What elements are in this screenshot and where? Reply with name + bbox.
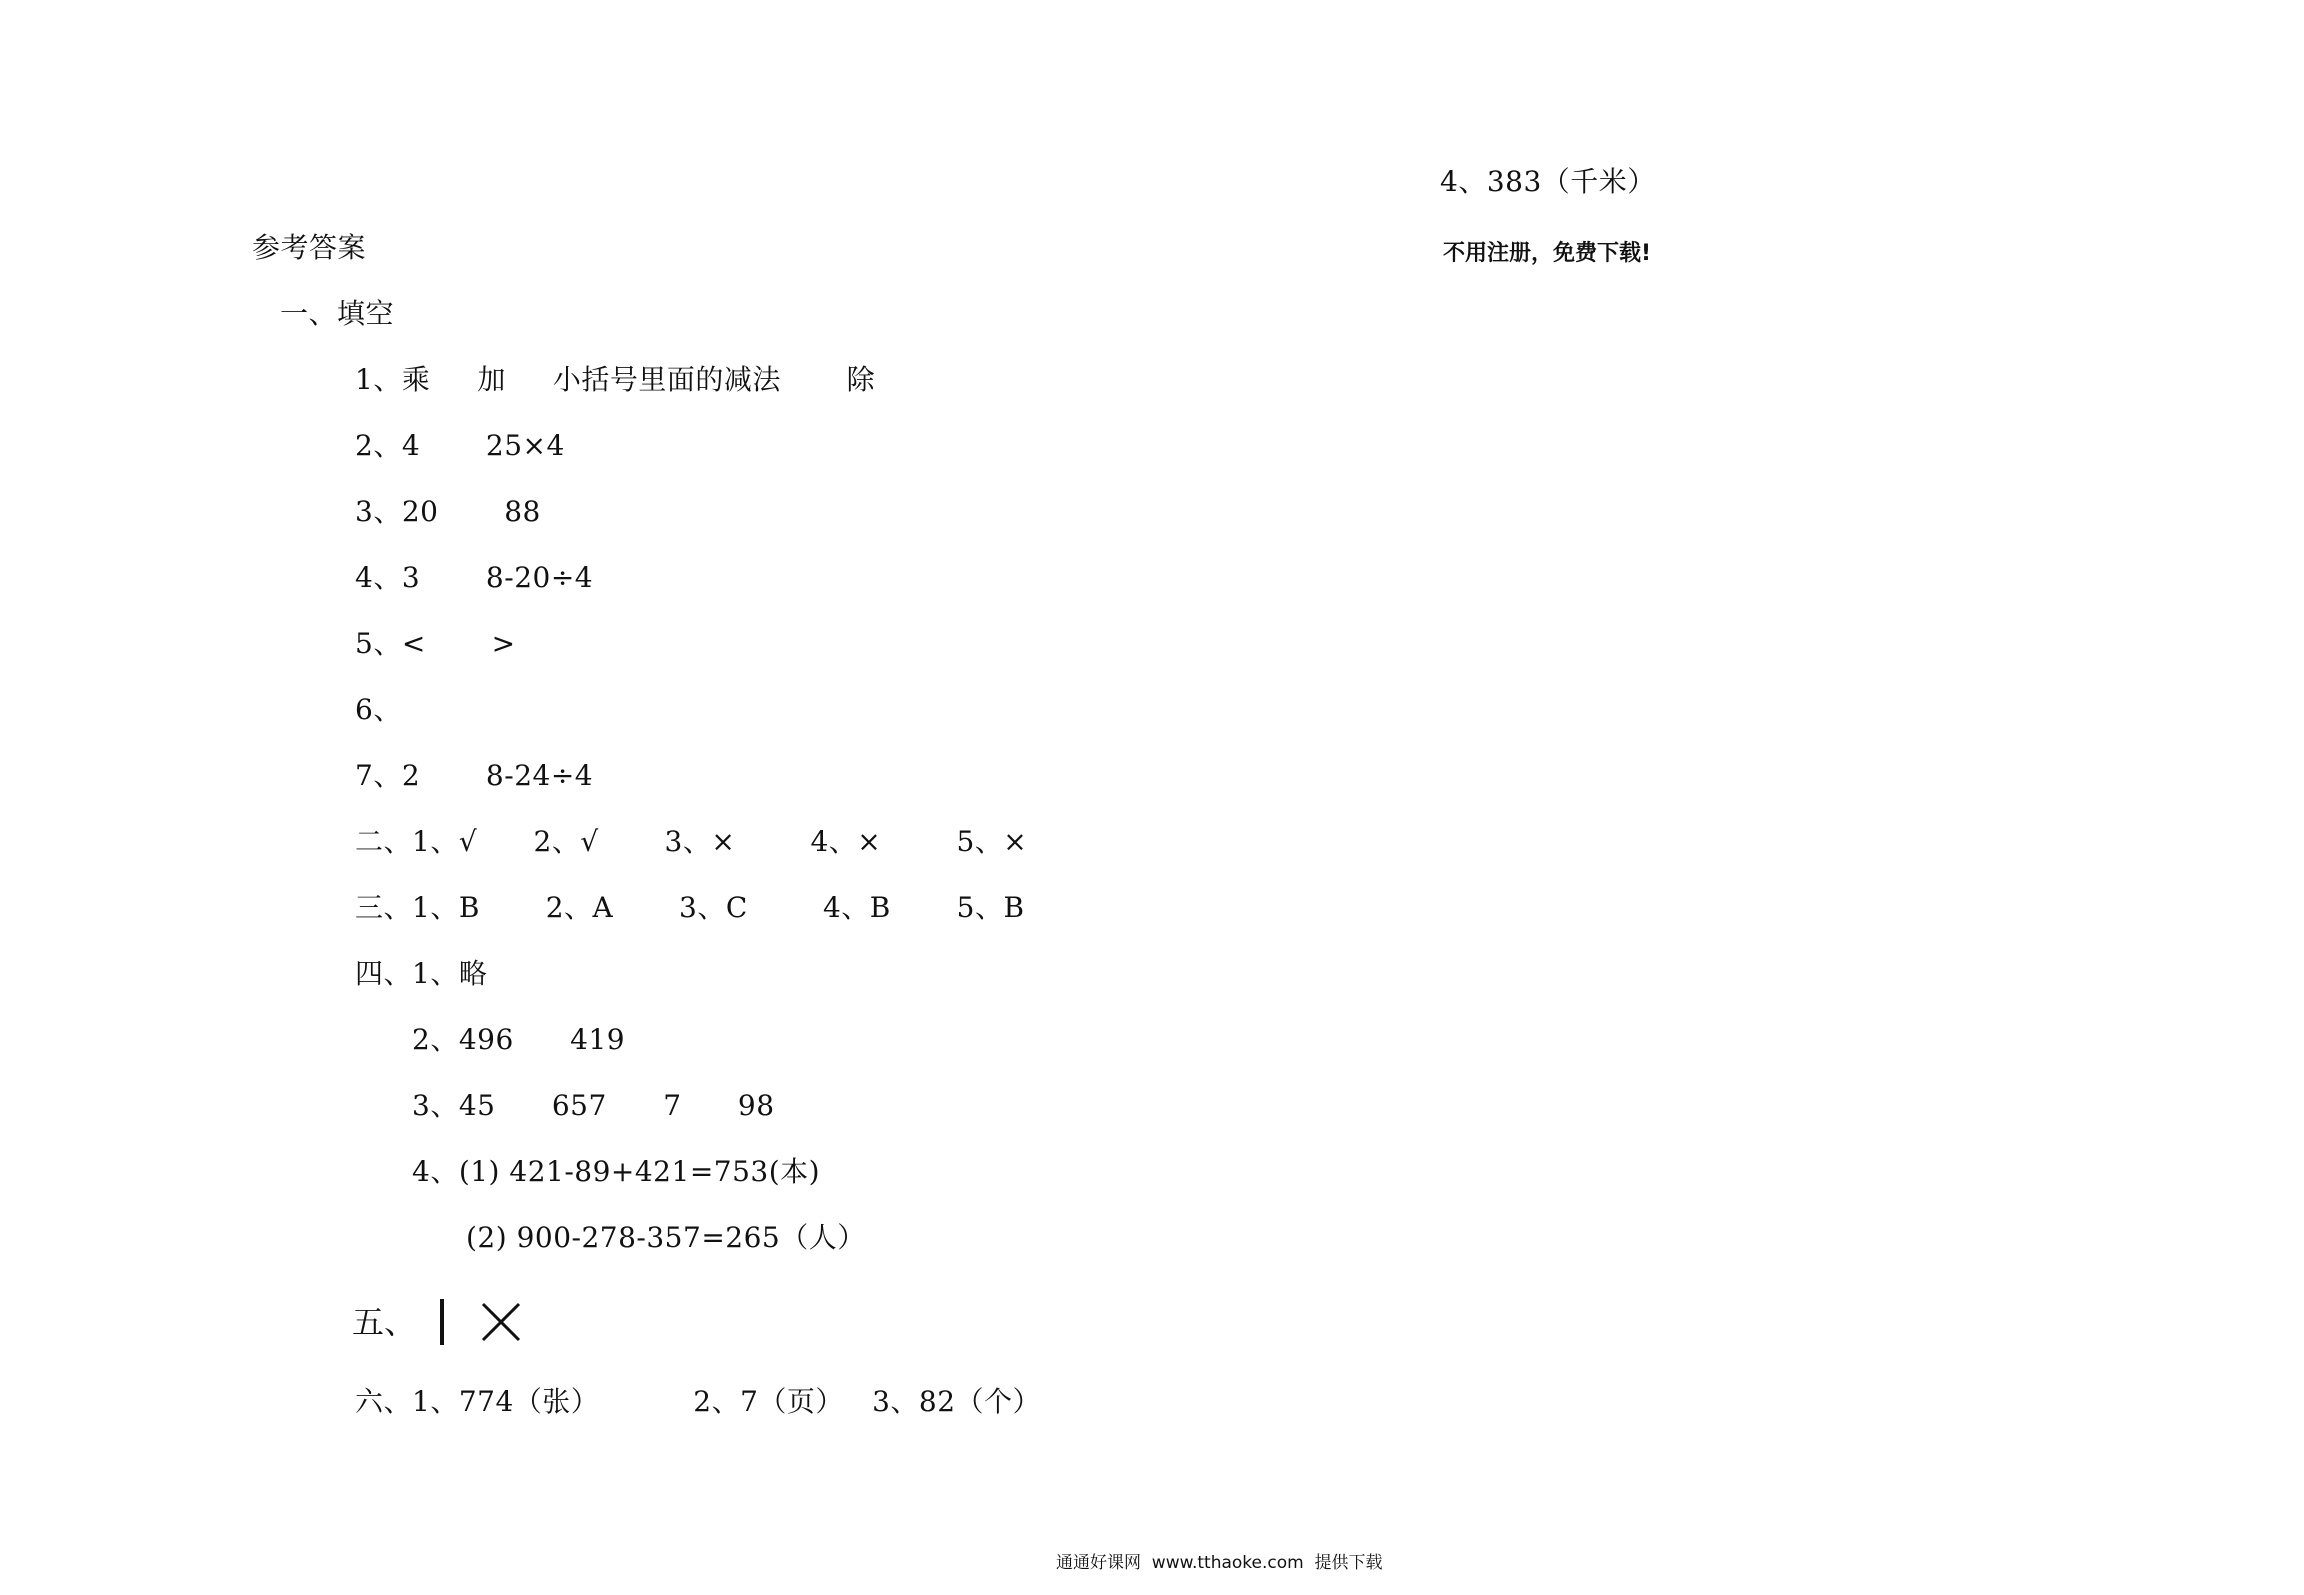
- section-5-row: [352, 1292, 522, 1352]
- section-4-item-4-1: 4、(1) 421-89+421=753(本): [412, 1155, 821, 1188]
- section-1-item-7: 7、2 8-24÷4: [355, 759, 594, 792]
- page-title: 参考答案: [252, 231, 367, 264]
- section-1-item-5: 5、< >: [355, 627, 516, 660]
- section-1-item-1: 1、乘 加 小括号里面的减法 除: [355, 363, 876, 396]
- section-4-item-3: 3、45 657 7 98: [412, 1089, 775, 1122]
- section-1-item-3: 3、20 88: [355, 495, 541, 528]
- section-4-item-2: 2、496 419: [412, 1023, 626, 1056]
- section-2-answers: 二、1、√ 2、√ 3、× 4、× 5、×: [355, 825, 1028, 858]
- right-answer-4: 4、383（千米）: [1440, 165, 1656, 198]
- section-1-heading: 一、填空: [280, 297, 395, 330]
- section-1-item-4: 4、3 8-20÷4: [355, 561, 594, 594]
- section-5-label: 五、: [352, 1303, 417, 1341]
- section-4-item-4-2: (2) 900-278-357=265（人）: [466, 1221, 866, 1254]
- section-1-item-6: 6、: [355, 693, 402, 726]
- x-mark-icon: [480, 1301, 522, 1343]
- page-footer: 通通好课网 www.tthaoke.com 提供下载: [1056, 1553, 1383, 1573]
- section-3-answers: 三、1、B 2、A 3、C 4、B 5、B: [355, 891, 1025, 924]
- section-4-item-1: 四、1、略: [355, 957, 488, 990]
- free-download-notice: 不用注册，免费下载!: [1443, 241, 1652, 266]
- section-1-item-2: 2、4 25×4: [355, 429, 565, 462]
- section-6-answers: 六、1、774（张） 2、7（页） 3、82（个）: [355, 1385, 1042, 1418]
- vertical-line-icon: [440, 1299, 444, 1345]
